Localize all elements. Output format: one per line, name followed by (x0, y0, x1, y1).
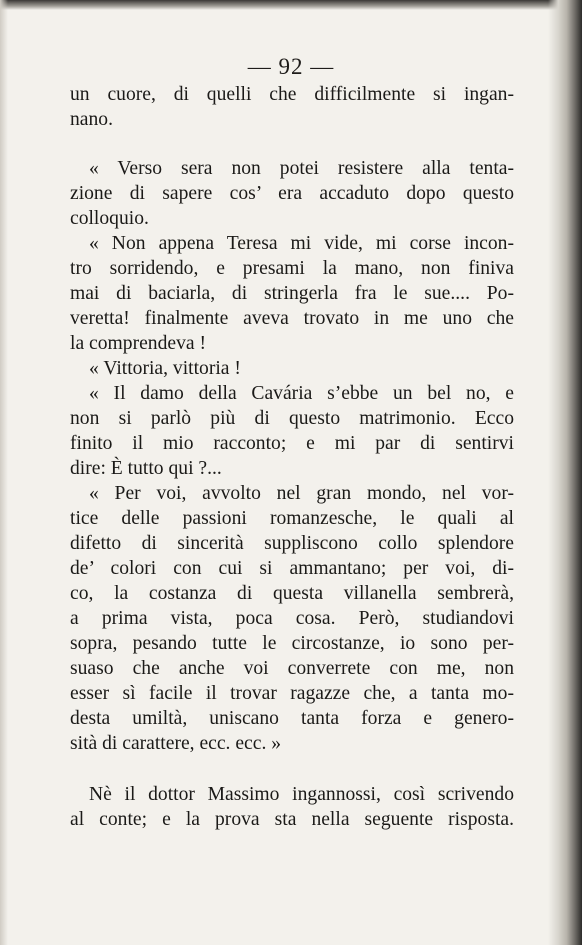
text-line: la comprendeva ! (70, 333, 206, 354)
text-line: desta umiltà, uniscano tanta forza e genero- (70, 708, 514, 729)
text-line: mai di baciarla, di stringerla fra le sue.... Po- (70, 283, 514, 304)
text-line: finito il mio racconto; e mi par di sentirvi (70, 433, 514, 454)
body-text (70, 82, 514, 832)
text-line: colloquio. (70, 208, 149, 229)
page-left-shadow (0, 0, 8, 945)
text-line: dire: È tutto qui ?... (70, 458, 222, 479)
text-line: un cuore, di quelli che difficilmente si ingan- (70, 84, 514, 105)
text-line: a prima vista, poca cosa. Però, studiandovi (70, 608, 514, 629)
page-number: — 92 — (247, 54, 335, 79)
text-line: suaso che anche voi converrete con me, non (70, 658, 514, 679)
text-line: difetto di sincerità suppliscono collo splendore (70, 533, 514, 554)
text-line: esser sì facile il trovar ragazze che, a tanta mo- (70, 683, 514, 704)
text-line: veretta! finalmente aveva trovato in me uno che (70, 308, 514, 329)
text-line: tice delle passioni romanzesche, le quali al (70, 508, 514, 529)
text-line: sità di carattere, ecc. ecc. » (70, 733, 282, 754)
paragraph-gap (70, 756, 514, 782)
paragraph-gap (70, 132, 514, 156)
text-line: Nè il dottor Massimo ingannossi, così scrivendo (89, 784, 514, 805)
text-line: « Il damo della Cavária s’ebbe un bel no, e (89, 383, 514, 404)
text-line: « Non appena Teresa mi vide, mi corse incon- (89, 233, 514, 254)
text-line: « Per voi, avvolto nel gran mondo, nel vor- (89, 483, 514, 504)
text-line: sopra, pesando tutte le circostanze, io sono per- (70, 633, 514, 654)
text-line: nano. (70, 109, 113, 130)
text-line: zione di sapere cos’ era accaduto dopo questo (70, 183, 514, 204)
page-gutter-shadow (548, 0, 582, 945)
text-line: tro sorridendo, e presami la mano, non finiva (70, 258, 514, 279)
text-line: de’ colori con cui si ammantano; per voi, di- (70, 558, 514, 579)
text-line: « Verso sera non potei resistere alla tenta- (89, 158, 514, 179)
text-line: al conte; e la prova sta nella seguente risposta. (70, 809, 514, 830)
page-top-shadow (0, 0, 582, 10)
text-line: non si parlò più di questo matrimonio. Ecco (70, 408, 514, 429)
text-line: co, la costanza di questa villanella sembrerà, (70, 583, 514, 604)
text-line: « Vittoria, vittoria ! (89, 358, 241, 379)
